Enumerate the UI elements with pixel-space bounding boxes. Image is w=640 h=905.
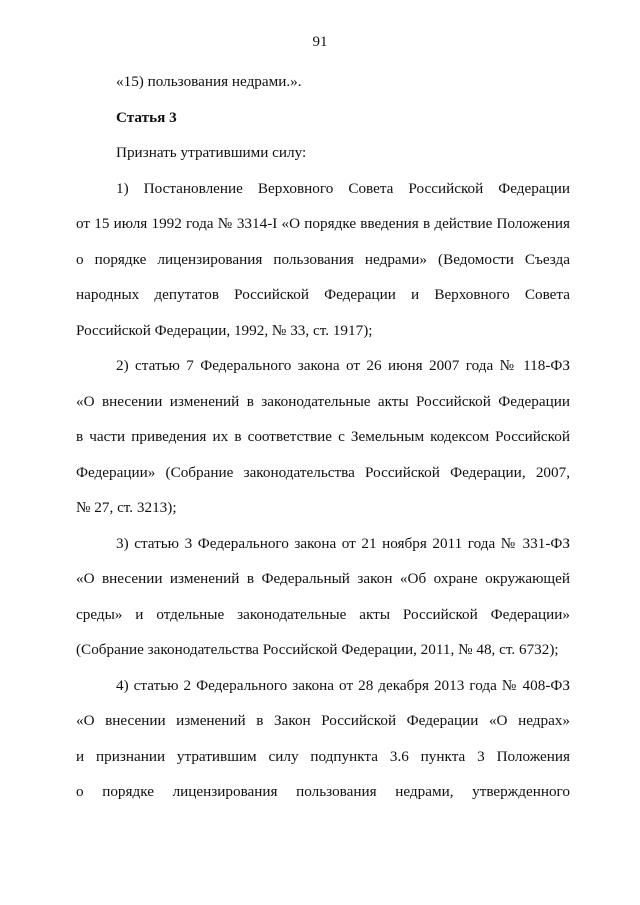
article-heading: Статья 3 <box>116 108 177 126</box>
paragraph-line: «О внесении изменений в Федеральный закон «Об охране окружающей <box>76 570 570 587</box>
paragraph-line: 3) статью 3 Федерального закона от 21 ноября 2011 года № 331-ФЗ <box>116 534 570 552</box>
paragraph-line: о порядке лицензирования пользования недрами» (Ведомости Съезда <box>76 250 570 268</box>
page-number: 91 <box>312 34 328 50</box>
paragraph-line: Признать утратившими силу: <box>116 144 307 161</box>
paragraph-line: (Собрание законодательства Российской Федерации, 2011, № 48, ст. 6732); <box>76 641 559 658</box>
paragraph-line: «О внесении изменений в Закон Российской Федерации «О недрах» <box>76 712 570 729</box>
paragraph-line: Российской Федерации, 1992, № 33, ст. 1917); <box>76 321 373 339</box>
paragraph-line: 2) статью 7 Федерального закона от 26 июня 2007 года № 118-ФЗ <box>116 357 570 374</box>
closing-quote-line: «15) пользования недрами.». <box>116 73 302 90</box>
paragraph-line: от 15 июля 1992 года № 3314-I «О порядке введения в действие Положения <box>76 215 570 232</box>
paragraph-line: Федерации» (Собрание законодательства Российской Федерации, 2007, <box>76 463 570 481</box>
paragraph-line: среды» и отдельные законодательные акты Российской Федерации» <box>76 605 570 623</box>
paragraph-line: в части приведения их в соответствие с Земельным кодексом Российской <box>76 428 570 445</box>
paragraph-line: «О внесении изменений в законодательные акты Российской Федерации <box>76 392 570 410</box>
paragraph-line: и признании утратившим силу подпункта 3.6 пункта 3 Положения <box>76 747 570 765</box>
paragraph-line: 1) Постановление Верховного Совета Российской Федерации <box>116 179 570 197</box>
paragraph-line: народных депутатов Российской Федерации и Верховного Совета <box>76 286 570 303</box>
document-body <box>76 70 570 816</box>
paragraph-line: о порядке лицензирования пользования недрами, утвержденного <box>76 783 570 800</box>
paragraph-line: 4) статью 2 Федерального закона от 28 декабря 2013 года № 408-ФЗ <box>116 676 570 694</box>
paragraph-line: № 27, ст. 3213); <box>76 499 177 516</box>
